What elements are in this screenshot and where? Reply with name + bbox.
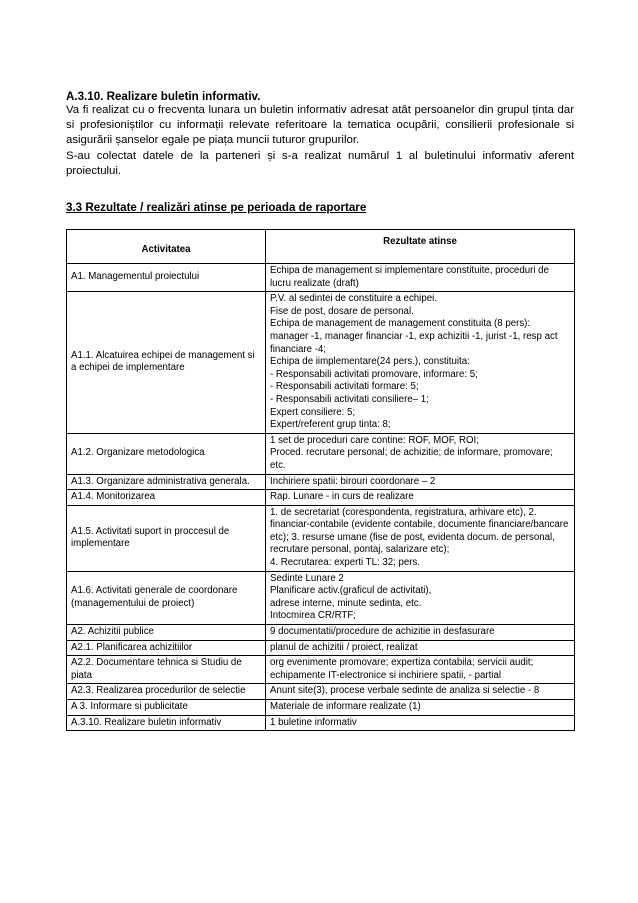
activity-cell: A1. Managementul proiectului — [67, 264, 266, 292]
table-row — [67, 656, 575, 684]
result-line: Expert/referent grup tinta: 8; — [270, 419, 391, 431]
section-heading: A.3.10. Realizare buletin informativ. — [66, 90, 261, 103]
table-row — [67, 684, 575, 700]
table-row — [67, 571, 575, 624]
result-cell — [266, 656, 575, 684]
results-section-title: 3.3 Rezultate / realizări atinse pe perioada de raportare — [66, 201, 367, 215]
table-row — [67, 700, 575, 716]
table-row — [67, 292, 575, 434]
header-activity: Activitatea — [67, 230, 266, 264]
results-table — [66, 229, 575, 731]
result-line: Sedinte Lunare 2 — [270, 572, 344, 584]
header-results: Rezultate atinse — [266, 230, 575, 264]
result-line: adrese interne, minute sedinta, etc. — [270, 597, 422, 609]
result-cell — [266, 505, 575, 571]
result-line: Intocmirea CR/RTF; — [270, 610, 356, 622]
result-line: Echipa de management si implementare constituite, proceduri de lucru realizate (draft) — [270, 265, 549, 289]
activity-cell: A1.1. Alcatuirea echipei de management si a echipei de implementare — [67, 292, 266, 434]
result-line: Proced. recrutare personal; de achizitie; de informare, promovare; etc. — [270, 447, 553, 471]
result-line: 1 set de proceduri care contine: ROF, MOF, ROI; — [270, 434, 479, 446]
result-line: 4. Recrutarea: experti TL: 32; pers. — [270, 557, 421, 569]
result-cell — [266, 490, 575, 506]
table-row — [67, 640, 575, 656]
result-line: 1. de secretariat (corespondenta, registratura, arhivare etc), 2. financiar-contabile (evidente contabile, documente financiare/bancare etc); 3. resurse umane (fise de post, evidenta docum. de personal, recrutare personal, pontaj, salarizare etc); — [270, 506, 569, 556]
result-line: org evenimente promovare; expertiza contabila; servicii audit; echipamente IT-electronice si inchiriere spatii, - partial — [270, 657, 534, 681]
activity-cell: A1.6. Activitati generale de coordonare (managementului de proiect) — [67, 571, 266, 624]
document-body — [66, 90, 574, 215]
activity-cell: A2.2. Documentare tehnica si Studiu de piata — [67, 656, 266, 684]
table-row — [67, 474, 575, 490]
result-line: planul de achizitii / proiect, realizat — [270, 641, 418, 653]
result-line: Anunt site(3), procese verbale sedinte de analiza si selectie - 8 — [270, 685, 540, 697]
result-line: Fise de post, dosare de personal. — [270, 305, 414, 317]
result-line: - Responsabili activitati promovare, informare: 5; — [270, 368, 478, 380]
activity-cell: A1.2. Organizare metodologica — [67, 433, 266, 474]
table-row — [67, 264, 575, 292]
table-row — [67, 625, 575, 641]
activity-cell: A1.5. Activitati suport in proccesul de implementare — [67, 505, 266, 571]
result-cell — [266, 474, 575, 490]
result-cell — [266, 700, 575, 716]
table-row — [67, 433, 575, 474]
result-line: Expert consiliere: 5; — [270, 406, 356, 418]
table-header-row — [67, 230, 575, 264]
activity-cell: A 3. Informare si publicitate — [67, 700, 266, 716]
paragraph-description: Va fi realizat cu o frecventa lunara un buletin informativ adresat atât persoanelor din grupul ținta dar si profesioniștilor cu informații relevate referitoare la tematica ocupării, consilierii profesionale si asigurării șanselor egale pe piața muncii tuturor grupurilor. — [66, 104, 574, 147]
activity-cell: A1.4. Monitorizarea — [67, 490, 266, 506]
result-line: Materiale de informare realizate (1) — [270, 701, 421, 712]
result-cell — [266, 433, 575, 474]
result-line: Echipa de iimplementare(24 pers.), constituita: — [270, 356, 470, 368]
activity-cell: A2. Achizitii publice — [67, 625, 266, 641]
paragraph-status: S-au colectat datele de la parteneri și s-a realizat numărul 1 al buletinului informativ aferent proiectului. — [66, 149, 574, 177]
result-cell — [266, 640, 575, 656]
result-cell — [266, 571, 575, 624]
result-cell — [266, 292, 575, 434]
result-line: Echipa de management de management constituita (8 pers): manager -1, manager financiar -1, exp achizitii -1, jurist -1, resp act financiare -4; — [270, 318, 558, 355]
result-line: Inchiriere spatii: birouri coordonare – 2 — [270, 475, 436, 487]
activity-cell: A2.1. Planificarea achizitiilor — [67, 640, 266, 656]
result-line: Planificare activ.(graficul de activitati), — [270, 585, 432, 597]
result-line: 1 buletine informativ — [270, 716, 357, 728]
table-body — [67, 264, 575, 731]
result-line: - Responsabili activitati consiliere– 1; — [270, 393, 429, 405]
activity-cell: A2.3. Realizarea procedurilor de selectie — [67, 684, 266, 700]
result-line: 9 documentatii/procedure de achizitie in desfasurare — [270, 626, 495, 638]
activity-cell: A1.3. Organizare administrativa generala. — [67, 474, 266, 490]
table-row — [67, 715, 575, 731]
table-row — [67, 505, 575, 571]
result-line: - Responsabili activitati formare: 5; — [270, 381, 419, 393]
result-cell — [266, 684, 575, 700]
result-cell — [266, 625, 575, 641]
result-line: P.V. al sedintei de constituire a echipei. — [270, 293, 437, 305]
result-cell — [266, 715, 575, 731]
activity-cell: A.3.10. Realizare buletin informativ — [67, 715, 266, 731]
result-cell — [266, 264, 575, 292]
table-row — [67, 490, 575, 506]
result-line: Rap. Lunare - in curs de realizare — [270, 491, 414, 503]
